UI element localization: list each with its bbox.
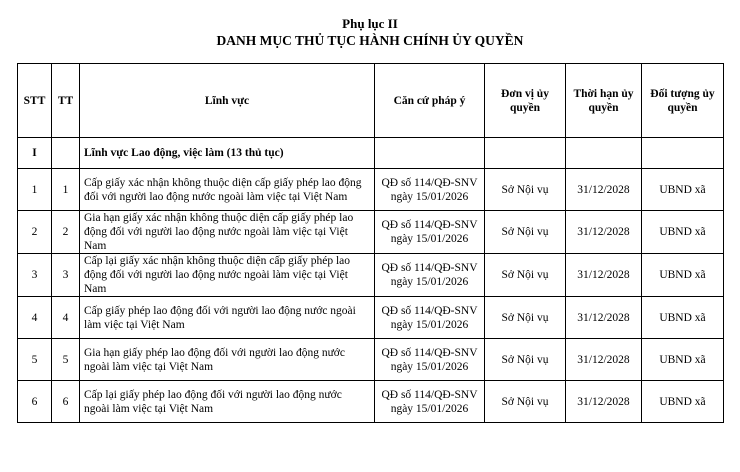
authorized-party: UBND xã [642,297,724,339]
row-stt: 1 [18,169,52,211]
legal-basis-date: ngày 15/01/2026 [390,318,469,331]
procedure-name: Cấp giấy xác nhận không thuộc diện cấp giấy phép lao động đối với người lao động nước ngoài làm việc tại Việt Nam [80,169,375,211]
legal-basis-decision: QĐ số 114/QĐ-SNV [381,219,478,231]
legal-basis-decision: QĐ số 114/QĐ-SNV [381,304,478,317]
table-row [18,339,724,381]
header-field: Lĩnh vực [80,64,375,138]
row-stt: 5 [18,339,52,381]
section-empty-cell [52,138,80,169]
authorization-term: 31/12/2028 [566,169,642,211]
legal-basis-date: ngày 15/01/2026 [390,233,469,245]
authorized-party: UBND xã [642,254,724,297]
row-stt: 4 [18,297,52,339]
procedure-name: Cấp lại giấy xác nhận không thuộc diện cấp giấy phép lao động đối với người lao động nước ngoài làm việc tại Việt Nam [80,254,375,297]
legal-basis [375,297,485,339]
authorized-party: UBND xã [642,211,724,254]
procedure-table [17,63,724,423]
legal-basis [375,381,485,423]
header-authorization-term: Thời hạn ủy quyền [566,64,642,138]
row-tt: 1 [52,169,80,211]
authorizing-unit: Sở Nội vụ [485,254,566,297]
legal-basis-decision: QĐ số 114/QĐ-SNV [381,176,478,189]
header-authorized-party: Đối tượng ủy quyền [642,64,724,138]
authorizing-unit: Sở Nội vụ [485,169,566,211]
row-tt: 3 [52,254,80,297]
authorization-term: 31/12/2028 [566,254,642,297]
legal-basis-date: ngày 15/01/2026 [390,360,469,373]
authorized-party: UBND xã [642,169,724,211]
row-tt: 5 [52,339,80,381]
legal-basis [375,254,485,297]
section-title: Lĩnh vực Lao động, việc làm (13 thủ tục) [80,138,375,169]
table-header-row [18,64,724,138]
procedure-name: Cấp giấy phép lao động đối với người lao động nước ngoài làm việc tại Việt Nam [80,297,375,339]
section-empty-cell [485,138,566,169]
section-empty-cell [642,138,724,169]
authorization-term: 31/12/2028 [566,381,642,423]
header-stt: STT [18,64,52,138]
legal-basis-date: ngày 15/01/2026 [390,276,469,288]
header-authorizing-unit: Đơn vị ủy quyền [485,64,566,138]
procedure-name: Gia hạn giấy xác nhận không thuộc diện cấp giấy phép lao động đối với người lao động nước ngoài làm việc tại Việt Nam [80,211,375,254]
legal-basis-date: ngày 15/01/2026 [390,402,469,415]
authorized-party: UBND xã [642,339,724,381]
legal-basis [375,339,485,381]
section-row [18,138,724,169]
table-row [18,254,724,297]
table-row [18,381,724,423]
row-tt: 6 [52,381,80,423]
row-tt: 4 [52,297,80,339]
table-row [18,169,724,211]
legal-basis-decision: QĐ số 114/QĐ-SNV [381,388,478,401]
procedure-name: Cấp lại giấy phép lao động đối với người lao động nước ngoài làm việc tại Việt Nam [80,381,375,423]
authorized-party: UBND xã [642,381,724,423]
row-stt: 6 [18,381,52,423]
row-tt: 2 [52,211,80,254]
section-index: I [18,138,52,169]
section-empty-cell [566,138,642,169]
authorizing-unit: Sở Nội vụ [485,297,566,339]
table-row [18,211,724,254]
authorizing-unit: Sở Nội vụ [485,381,566,423]
row-stt: 3 [18,254,52,297]
authorizing-unit: Sở Nội vụ [485,339,566,381]
table-row [18,297,724,339]
document-title: DANH MỤC THỦ TỤC HÀNH CHÍNH ỦY QUYỀN [216,33,524,48]
row-stt: 2 [18,211,52,254]
header-legal-basis: Căn cứ pháp ý [375,64,485,138]
authorization-term: 31/12/2028 [566,211,642,254]
authorization-term: 31/12/2028 [566,339,642,381]
authorization-term: 31/12/2028 [566,297,642,339]
legal-basis-decision: QĐ số 114/QĐ-SNV [381,346,478,359]
procedure-name: Gia hạn giấy phép lao động đối với người lao động nước ngoài làm việc tại Việt Nam [80,339,375,381]
appendix-label: Phụ lục II [342,16,398,31]
legal-basis-date: ngày 15/01/2026 [390,190,469,203]
legal-basis [375,169,485,211]
legal-basis [375,211,485,254]
section-empty-cell [375,138,485,169]
header-tt: TT [52,64,80,138]
authorizing-unit: Sở Nội vụ [485,211,566,254]
legal-basis-decision: QĐ số 114/QĐ-SNV [381,262,478,274]
